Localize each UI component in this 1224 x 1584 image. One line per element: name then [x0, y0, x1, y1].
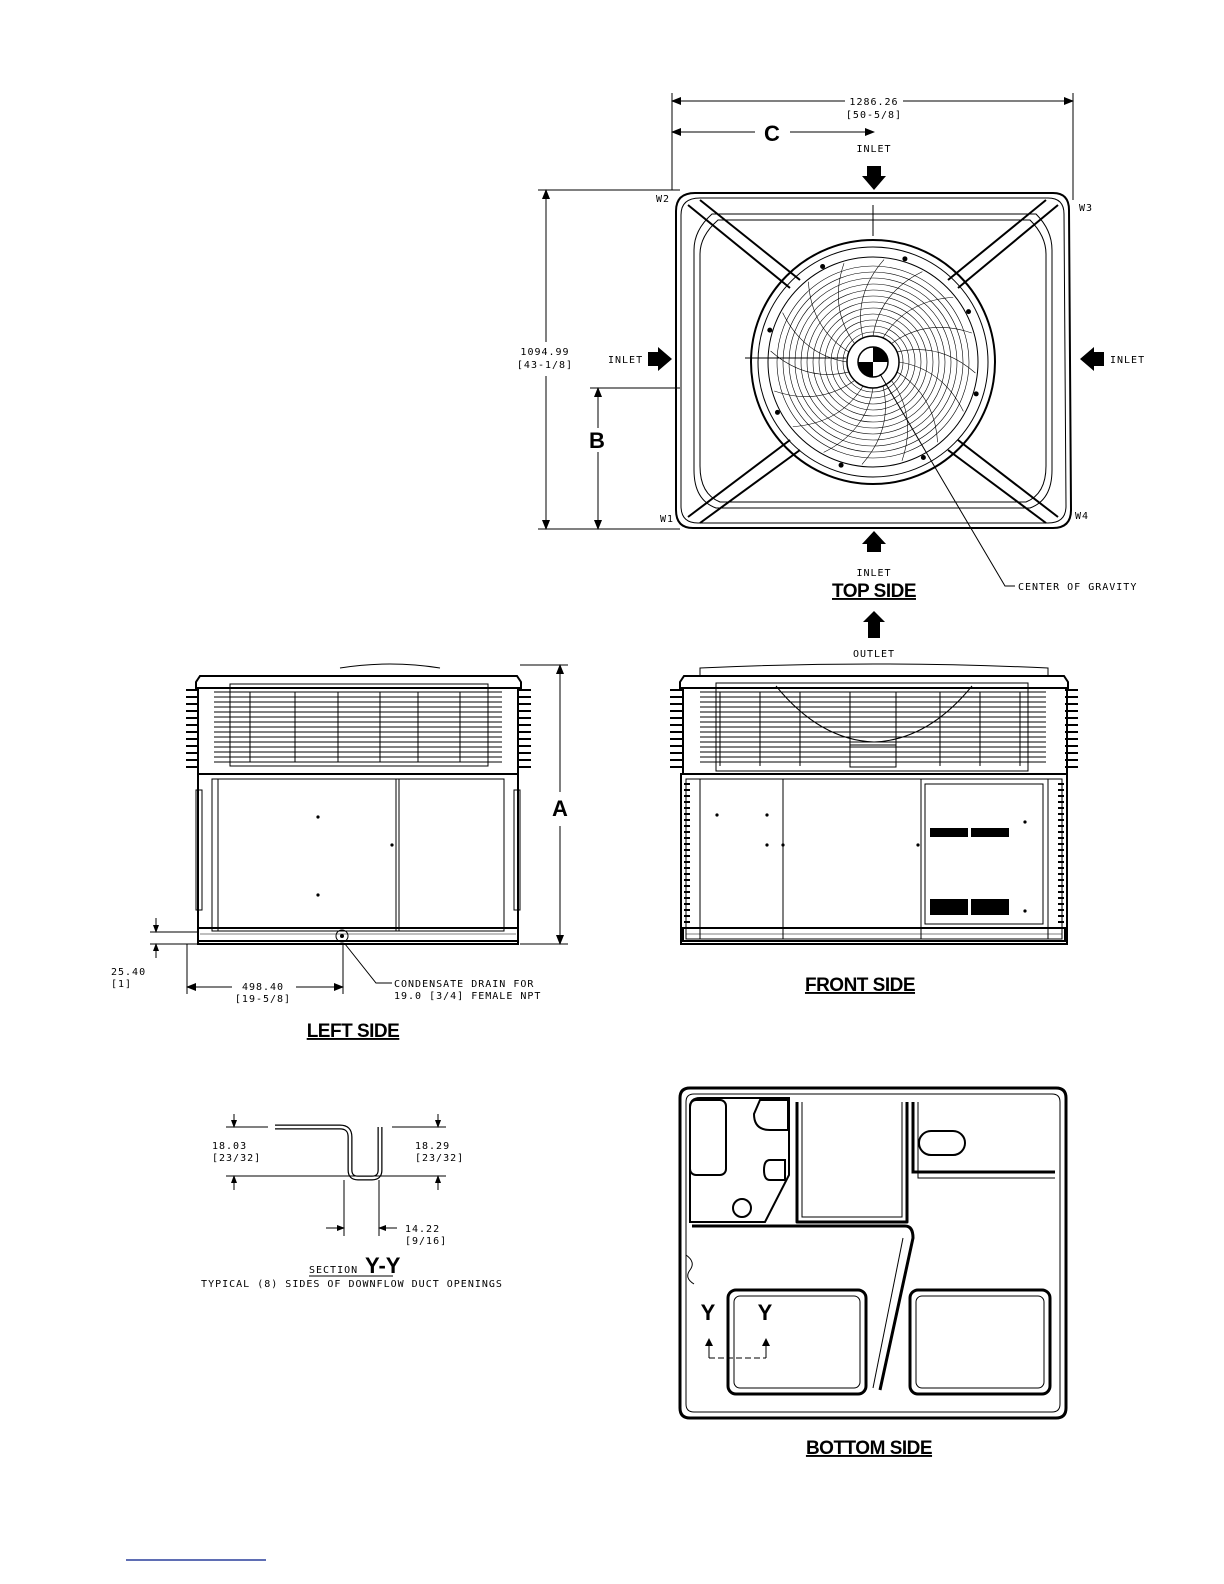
- inlet-right-arrow: [1080, 347, 1104, 371]
- top-depth-in: [43-1/8]: [516, 360, 574, 371]
- base-height-in: [1]: [111, 979, 133, 990]
- section-right-height-mm: 18.29: [415, 1141, 451, 1152]
- left-side-view: [111, 664, 568, 1042]
- section-right-height-in: [23/32]: [415, 1153, 465, 1164]
- inlet-bottom-label: INLET: [856, 568, 892, 579]
- dim-a-label: A: [552, 796, 568, 821]
- corner-w4: W4: [1075, 511, 1090, 522]
- left-side-title: LEFT SIDE: [306, 1021, 400, 1042]
- inlet-top-label: INLET: [856, 144, 892, 155]
- dim-b-label: B: [589, 428, 605, 453]
- section-marker-left: Y: [700, 1300, 716, 1325]
- section-yy-view: [201, 1114, 503, 1290]
- top-depth-mm: 1094.99: [520, 347, 570, 358]
- drain-offset-in: [19-5/8]: [234, 994, 292, 1005]
- section-gap-in: [9/16]: [405, 1236, 448, 1247]
- section-left-height-mm: 18.03: [212, 1141, 248, 1152]
- section-gap-mm: 14.22: [405, 1224, 441, 1235]
- inlet-left-arrow: [648, 347, 672, 371]
- section-left-height-in: [23/32]: [212, 1153, 262, 1164]
- drain-note-line1: CONDENSATE DRAIN FOR: [394, 979, 535, 990]
- dim-c-label: C: [764, 121, 780, 146]
- outlet-arrow: [863, 611, 885, 638]
- center-of-gravity-label: CENTER OF GRAVITY: [1018, 582, 1138, 593]
- drain-offset-mm: 498.40: [241, 982, 285, 993]
- top-side-title: TOP SIDE: [832, 581, 916, 602]
- inlet-top-arrow: [862, 166, 886, 190]
- inlet-bottom-arrow: [862, 531, 886, 552]
- drain-note-line2: 19.0 [3/4] FEMALE NPT: [394, 991, 542, 1002]
- base-height-mm: 25.40: [111, 967, 147, 978]
- inlet-left-label: INLET: [608, 355, 644, 366]
- corner-w3: W3: [1079, 203, 1094, 214]
- front-side-view: [670, 611, 1078, 996]
- section-id: Y-Y: [365, 1253, 401, 1278]
- top-side-view: [517, 93, 1145, 602]
- corner-w2: W2: [656, 194, 671, 205]
- inlet-right-label: INLET: [1110, 355, 1146, 366]
- section-caption: TYPICAL (8) SIDES OF DOWNFLOW DUCT OPENINGS: [201, 1279, 503, 1290]
- bottom-side-title: BOTTOM SIDE: [805, 1438, 933, 1459]
- outlet-label: OUTLET: [852, 649, 896, 660]
- section-marker-right: Y: [757, 1300, 773, 1325]
- top-width-in: [50-5/8]: [845, 110, 903, 121]
- top-width-mm: 1286.26: [849, 97, 899, 108]
- corner-w1: W1: [660, 514, 675, 525]
- front-side-title: FRONT SIDE: [804, 975, 916, 996]
- section-word: SECTION: [309, 1265, 359, 1276]
- bottom-side-view: [680, 1088, 1066, 1459]
